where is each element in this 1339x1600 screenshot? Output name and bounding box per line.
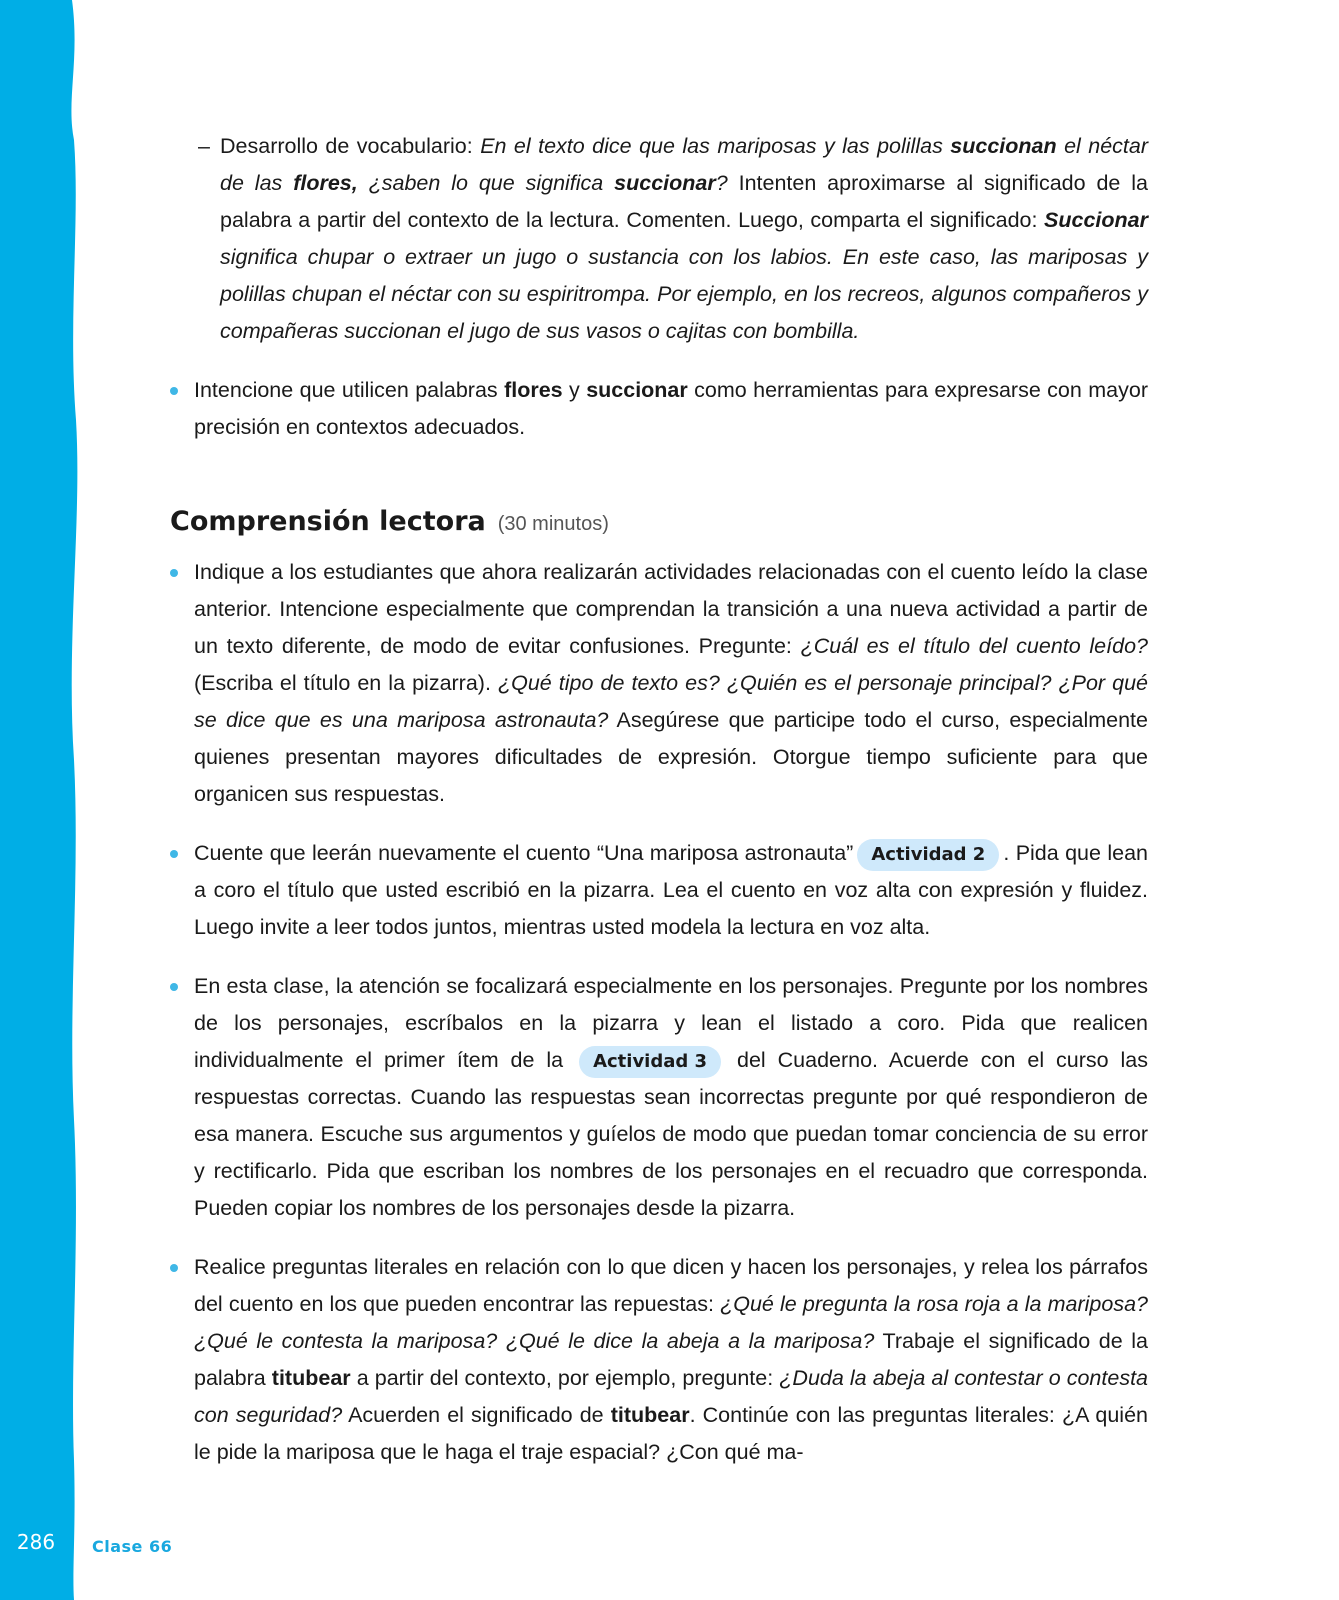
vocab-text: Intenten aproximarse al significado de la palabra a partir del contexto de la lectura. Comenten. Luego, comparta el significado: xyxy=(220,171,1148,232)
item-italic: ¿Cuál es el título del cuento leído? xyxy=(800,634,1148,658)
item-bold: titubear xyxy=(271,1366,351,1390)
activity-3-badge: Actividad 3 xyxy=(579,1046,721,1078)
bullet-dot xyxy=(170,983,178,991)
item-text: como herramientas para expresarse con mayor precisión en contextos adecuados. xyxy=(194,378,1148,439)
item-text: Indique a los estudiantes que ahora realizarán actividades relacionadas con el cuento leído la clase anterior. Intencione especialmente que comprendan la transición a una nueva actividad a partir de un texto diferente, de modo de evitar confusiones. Pregunte: xyxy=(194,560,1148,658)
item-bold: flores xyxy=(504,378,563,402)
item-text: En esta clase, la atención se focalizará especialmente en los personajes. Pregunte por los nombres de los personajes, escríbalos en la pizarra y lean el listado a coro. Pida que realicen individualmente el primer ítem de la xyxy=(194,974,1148,1072)
item-italic: ¿Duda la abeja al contestar o contesta con seguridad? xyxy=(194,1366,1148,1427)
class-label: Clase 66 xyxy=(92,1537,173,1556)
vocab-text: ? xyxy=(715,171,728,195)
item-text: del Cuaderno. Acuerde con el curso las respuestas correctas. Cuando las respuestas sean incorrectas pregunte por qué respondieron de esa manera. Escuche sus argumentos y guíelos de modo que puedan tomar conciencia de su error y rectificarlo. Pida que escriban los nombres de los personajes en el recuadro que corresponda. Pueden copiar los nombres de los personajes desde la pizarra. xyxy=(194,1048,1148,1220)
item-text: Realice preguntas literales en relación con lo que dicen y hacen los personajes, y relea los párrafos del cuento en los que pueden encontrar las repuestas: xyxy=(194,1255,1148,1316)
list-item xyxy=(170,554,1148,813)
vocab-bold: flores, xyxy=(293,171,358,195)
item-bold: succionar xyxy=(586,378,688,402)
vocab-text: En el texto dice que las mariposas y las polillas xyxy=(480,134,951,158)
side-accent-band xyxy=(0,0,78,1600)
item-text: Trabaje el significado de la palabra xyxy=(194,1329,1148,1390)
activity-2-badge: Actividad 2 xyxy=(857,839,999,871)
bullet-dot xyxy=(170,387,178,395)
item-italic: ¿Qué tipo de texto es? ¿Quién es el personaje principal? ¿Por qué se dice que es una mariposa astronauta? xyxy=(194,671,1148,732)
list-item xyxy=(170,372,1148,446)
item-text: . Pida que lean a coro el título que usted escribió en la pizarra. Lea el cuento en voz alta con expresión y fluidez. Luego invite a leer todos juntos, mientras usted modela la lectura en voz alta. xyxy=(194,841,1148,939)
list-item xyxy=(170,968,1148,1227)
vocab-bold: succionan xyxy=(950,134,1057,158)
list-item xyxy=(170,1249,1148,1471)
list-item xyxy=(170,835,1148,946)
item-text: Cuente que leerán nuevamente el cuento “Una mariposa astronauta” xyxy=(194,841,854,865)
vocab-lead: Desarrollo de vocabulario: xyxy=(220,134,481,158)
vocab-text: significa chupar o extraer un jugo o sustancia con los labios. En este caso, las mariposas y polillas chupan el néctar con su espiritrompa. Por ejemplo, en los recreos, algunos compañeros y compañeras succionan el jugo de sus vasos o cajitas con bombilla. xyxy=(220,245,1148,343)
item-text: . Continúe con las preguntas literales: ¿A quién le pide la mariposa que le haga el traje espacial? ¿Con qué ma- xyxy=(194,1403,1148,1464)
bullet-dot xyxy=(170,850,178,858)
item-text: (Escriba el título en la pizarra). xyxy=(194,671,498,695)
bullet-dot xyxy=(170,569,178,577)
item-text: Acuerden el significado de xyxy=(342,1403,611,1427)
vocab-text: el néctar de las xyxy=(220,134,1149,195)
item-text: Asegúrese que participe todo el curso, especialmente quienes presentan mayores dificultades de expresión. Otorgue tiempo suficiente para que organicen sus respuestas. xyxy=(194,708,1148,806)
item-bold: titubear xyxy=(610,1403,690,1427)
vocab-text: ¿saben lo que significa xyxy=(357,171,615,195)
vocab-bold: Succionar xyxy=(1044,208,1148,232)
section-duration: (30 minutos) xyxy=(497,513,609,535)
vocab-bold: succionar xyxy=(614,171,716,195)
item-text: a partir del contexto, por ejemplo, pregunte: xyxy=(350,1366,780,1390)
page-number: 286 xyxy=(16,1530,56,1554)
section-title: Comprensión lectora xyxy=(170,506,486,537)
main-content xyxy=(170,128,1148,1471)
vocabulary-item xyxy=(170,128,1148,350)
item-text: y xyxy=(562,378,587,402)
bullet-dot xyxy=(170,1264,178,1272)
item-text: Intencione que utilicen palabras xyxy=(194,378,505,402)
dash-marker: – xyxy=(198,134,210,158)
item-italic: ¿Qué le pregunta la rosa roja a la mariposa? ¿Qué le contesta la mariposa? ¿Qué le dice la abeja a la mariposa? xyxy=(194,1292,1148,1353)
section-heading xyxy=(170,502,1148,544)
